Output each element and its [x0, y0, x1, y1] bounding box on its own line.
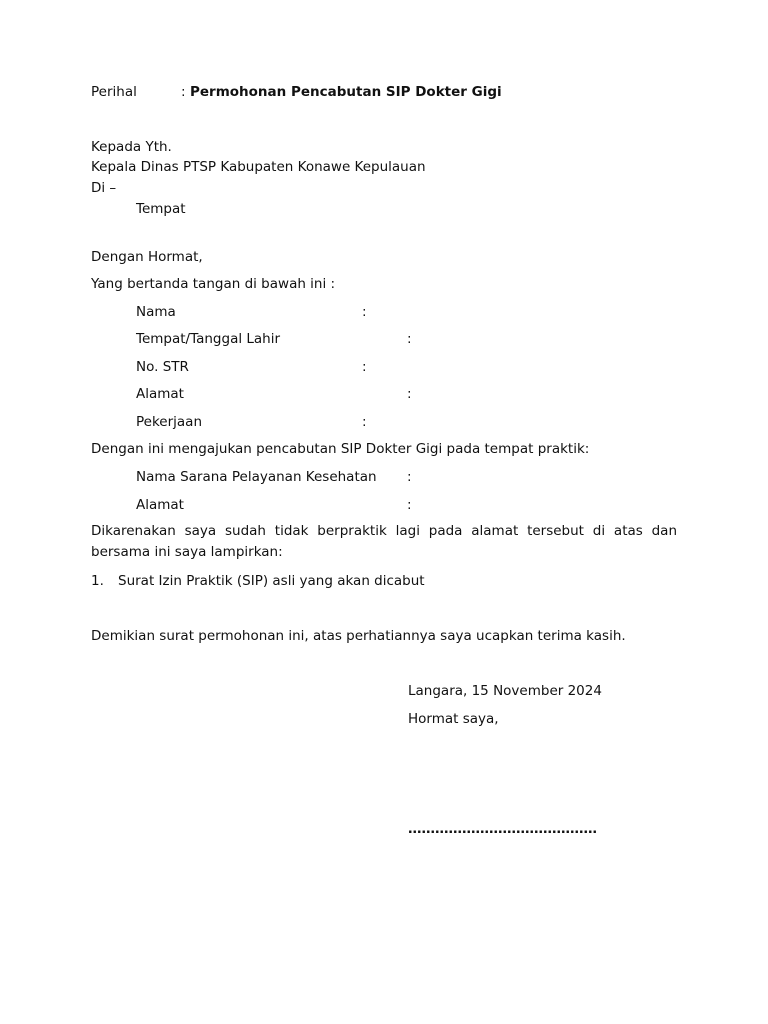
attachment-item: Surat Izin Praktik (SIP) asli yang akan dicabut — [118, 573, 425, 589]
signature-name-placeholder: …………………………………… — [408, 821, 597, 837]
field-colon-nama: : — [362, 304, 367, 320]
field-label-ttl: Tempat/Tanggal Lahir — [136, 331, 281, 347]
field-colon-ttl: : — [407, 331, 412, 347]
greeting: Dengan Hormat, — [91, 249, 203, 265]
field-label-alamat: Alamat — [136, 386, 184, 402]
practice-label-name: Nama Sarana Pelayanan Kesehatan — [136, 469, 377, 485]
subject-label: Perihal — [91, 84, 137, 100]
field-label-nama: Nama — [136, 304, 176, 320]
recipient-line-2: Kepala Dinas PTSP Kabupaten Konawe Kepulauan — [91, 159, 426, 175]
subject-value: Permohonan Pencabutan SIP Dokter Gigi — [190, 84, 502, 100]
reason-paragraph: Dikarenakan saya sudah tidak berpraktik lagi pada alamat tersebut di atas dan bersama ini saya lampirkan: — [91, 523, 677, 560]
subject-colon: : — [181, 84, 186, 100]
intro-line: Yang bertanda tangan di bawah ini : — [91, 276, 336, 292]
recipient-line-3: Di – — [91, 180, 117, 196]
request-line: Dengan ini mengajukan pencabutan SIP Dokter Gigi pada tempat praktik: — [91, 441, 590, 457]
closing-line: Demikian surat permohonan ini, atas perhatiannya saya ucapkan terima kasih. — [91, 628, 626, 644]
field-label-str: No. STR — [136, 359, 189, 375]
signature-salutation: Hormat saya, — [408, 711, 499, 727]
practice-colon-name: : — [407, 469, 412, 485]
recipient-line-4: Tempat — [136, 201, 186, 217]
field-label-pekerjaan: Pekerjaan — [136, 414, 203, 430]
attachment-number: 1. — [91, 573, 104, 589]
recipient-line-1: Kepada Yth. — [91, 139, 172, 155]
practice-colon-address: : — [407, 497, 412, 513]
field-colon-str: : — [362, 359, 367, 375]
practice-label-address: Alamat — [136, 497, 184, 513]
place-date: Langara, 15 November 2024 — [408, 683, 602, 699]
field-colon-alamat: : — [407, 386, 412, 402]
field-colon-pekerjaan: : — [362, 414, 367, 430]
